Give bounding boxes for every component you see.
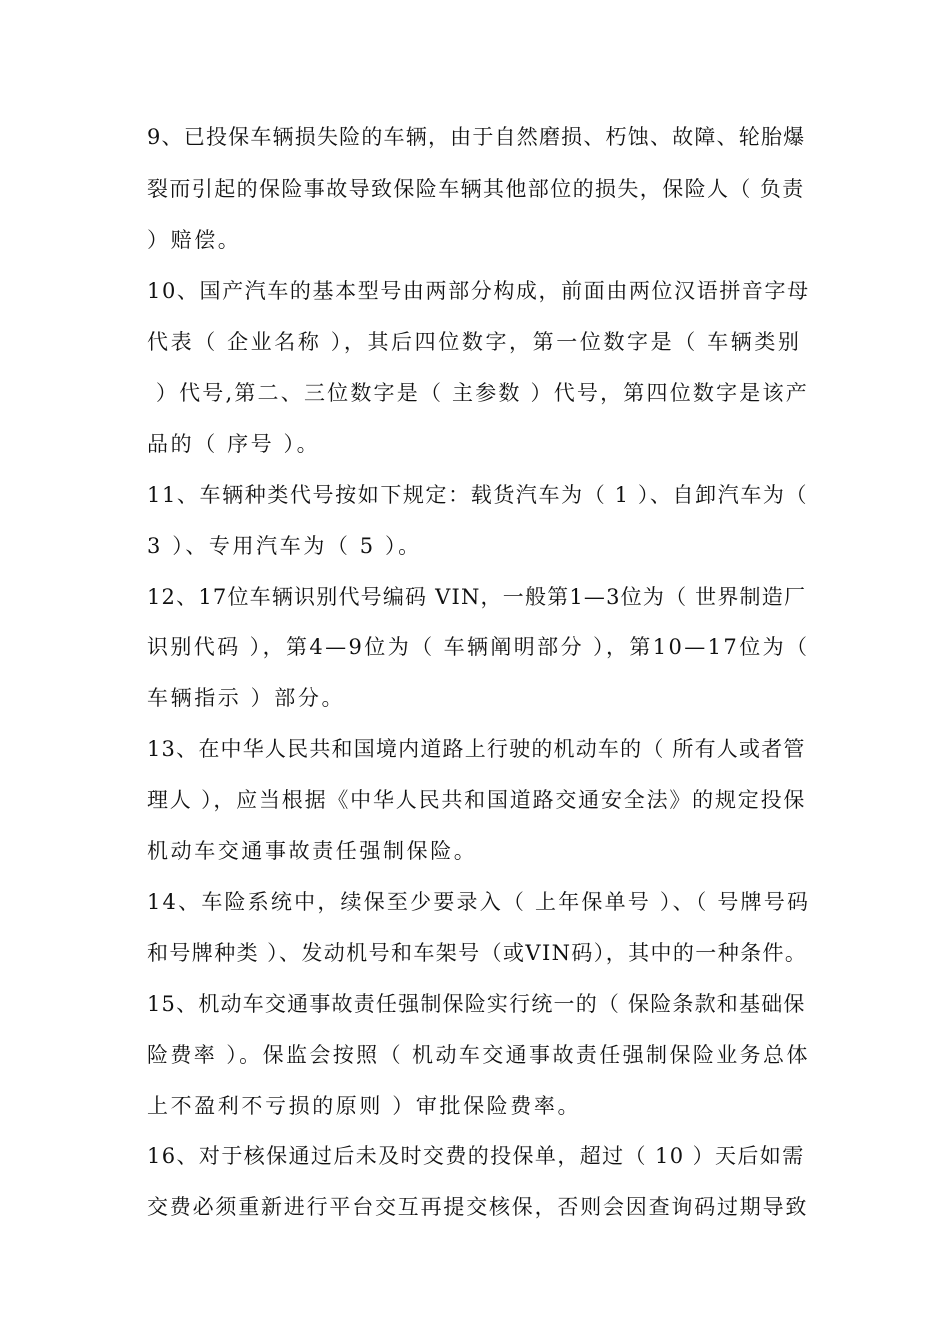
text-line: 理人 ），应当根据《中华人民共和国道路交通安全法》的规定投保 [147,788,807,812]
text-line: 16、对于核保通过后未及时交费的投保单，超过（ 10 ）天后如需 [147,1144,805,1168]
text-line: 交费必须重新进行平台交互再提交核保，否则会因查询码过期导致 [147,1195,809,1219]
text-line: 上不盈利不亏损的原则 ）审批保险费率。 [147,1094,582,1118]
text-line: 15、机动车交通事故责任强制保险实行统一的（ 保险条款和基础保 [147,992,806,1016]
text-line: 和号牌种类 ）、发动机号和车架号（或VIN码），其中的一种条件。 [147,941,808,965]
text-line: 识别代码 ），第4—9位为（ 车辆阐明部分 ），第10—17位为（ [147,635,810,659]
text-line: 13、在中华人民共和国境内道路上行驶的机动车的（ 所有人或者管 [147,737,806,761]
text-line: 裂而引起的保险事故导致保险车辆其他部位的损失，保险人（ 负责 [147,177,805,201]
text-line: ）代号,第二、三位数字是（ 主参数 ）代号，第四位数字是该产 [147,381,809,405]
text-line: 14、车险系统中，续保至少要录入（ 上年保单号 ）、（ 号牌号码 [147,890,811,914]
text-line: 代表（ 企业名称 ），其后四位数字，第一位数字是（ 车辆类别 [147,330,802,354]
text-line: 车辆指示 ）部分。 [147,686,346,710]
text-line: 3 ）、专用汽车为（ 5 ）。 [147,534,422,558]
text-line: 9、已投保车辆损失险的车辆，由于自然磨损、朽蚀、故障、轮胎爆 [147,125,806,149]
text-line: 12、17位车辆识别代号编码 VIN，一般第1—3位为（ 世界制造厂 [147,585,807,609]
text-line: 11、车辆种类代号按如下规定：载货汽车为（ 1 ）、自卸汽车为（ [147,483,809,507]
text-line: 机动车交通事故责任强制保险。 [147,839,478,863]
text-line: ）赔偿。 [147,228,242,252]
text-line: 险费率 ）。保监会按照（ 机动车交通事故责任强制保险业务总体 [147,1043,810,1067]
text-line: 10、国产汽车的基本型号由两部分构成，前面由两位汉语拼音字母 [147,279,810,303]
text-line: 品的（ 序号 ）。 [147,432,321,456]
